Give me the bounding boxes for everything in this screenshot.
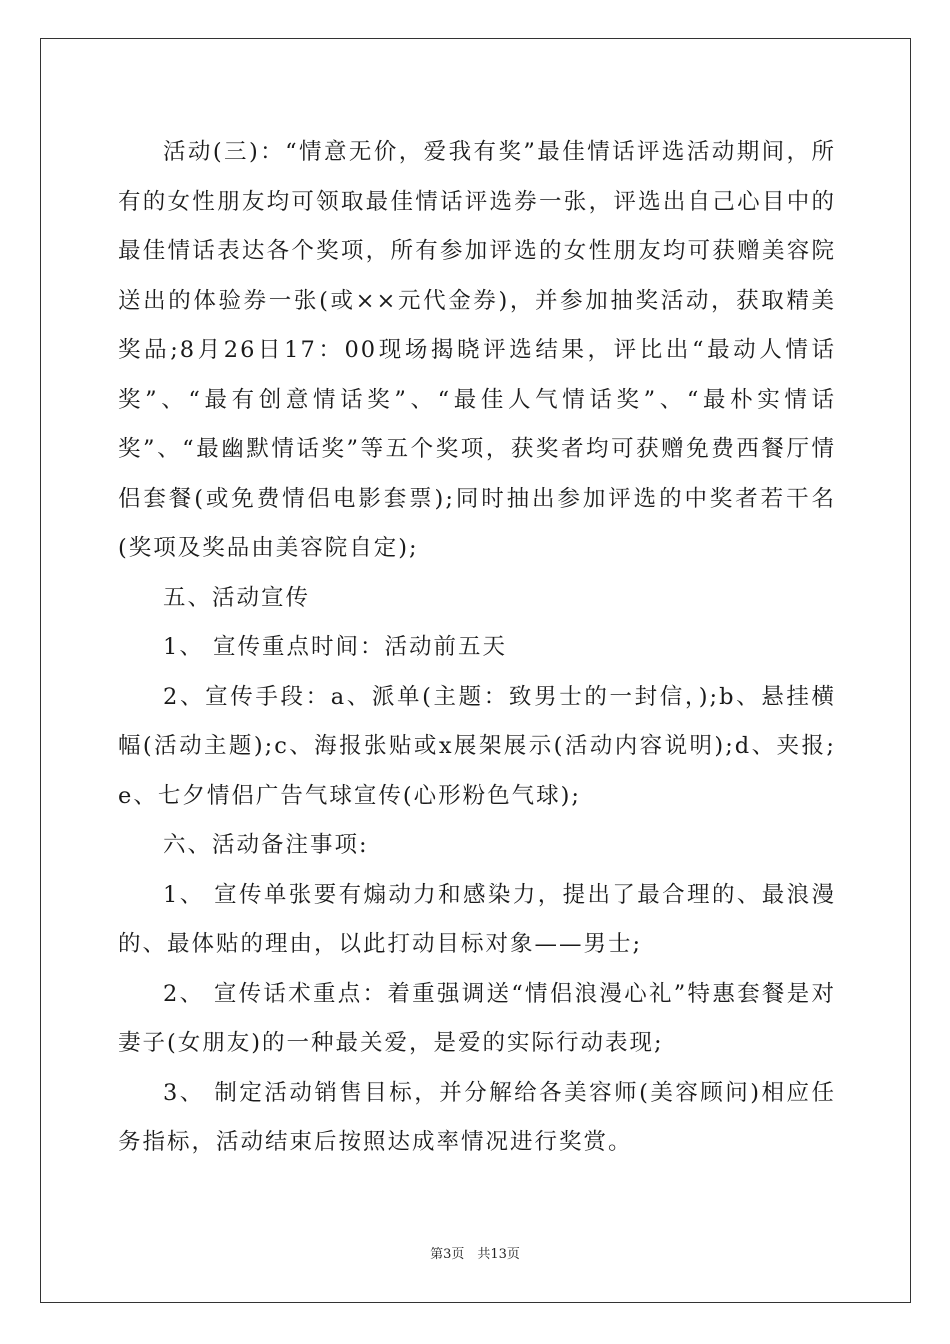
paragraph-note-sales-target: 3、 制定活动销售目标，并分解给各美容师(美容顾问)相应任务指标，活动结束后按照达成率情况进行奖赏。 xyxy=(118,1079,836,1155)
paragraph-activity-three: 活动(三)：“情意无价，爱我有奖”最佳情话评选活动期间，所有的女性朋友均可领取最佳情话评选券一张，评选出自己心目中的最佳情话表达各个奖项，所有参加评选的女性朋友均可获赠美容院送出的体验券一张(或××元代金券)，并参加抽奖活动，获取精美奖品;8月26日17：00现场揭晓评选结果，评比出“最动人情话奖”、“最有创意情话奖”、“最佳人气情话奖”、“最朴实情话奖”、“最幽默情话奖”等五个奖项，获奖者均可获赠免费西餐厅情侣套餐(或免费情侣电影套票);同时抽出参加评选的中奖者若干名(奖项及奖品由美容院自定); xyxy=(118,139,836,561)
section-heading-promotion: 五、活动宣传 xyxy=(163,584,311,611)
paragraph-note-script: 2、 宣传话术重点：着重强调送“情侣浪漫心礼”特惠套餐是对妻子(女朋友)的一种最关爱，是爱的实际行动表现; xyxy=(118,980,836,1056)
section-heading-notes: 六、活动备注事项: xyxy=(163,832,369,858)
paragraph-promotion-time: 1、 宣传重点时间：活动前五天 xyxy=(163,634,507,660)
page-footer: 第3页 共13页 xyxy=(430,1247,520,1262)
paragraph-note-flyer: 1、 宣传单张要有煽动力和感染力，提出了最合理的、最浪漫的、最体贴的理由，以此打动目标对象——男士; xyxy=(118,881,836,957)
document-body xyxy=(118,128,836,1168)
paragraph-promotion-methods: 2、宣传手段：a、派单(主题：致男士的一封信，);b、悬挂横幅(活动主题);c、海报张贴或x展架展示(活动内容说明);d、夹报;e、七夕情侣广告气球宣传(心形粉色气球); xyxy=(118,683,836,809)
